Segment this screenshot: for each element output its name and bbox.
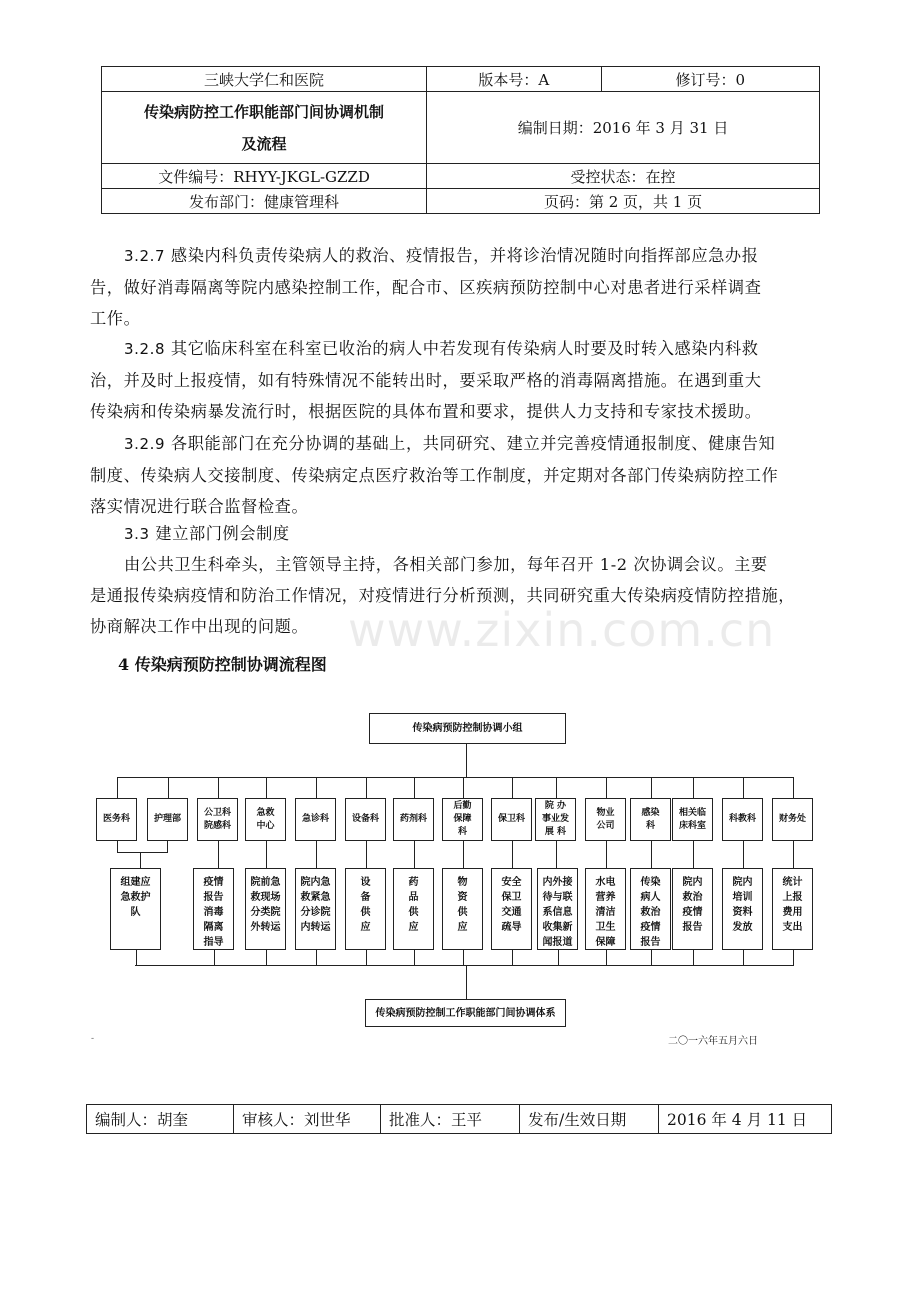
paragraph-line: 是通报传染病疫情和防治工作情况，对疫情进行分析预测，共同研究重大传染病疫情防控措施， [90, 586, 796, 605]
department-box: 护理部 [147, 798, 188, 841]
task-box: 水电 营养 清洁 卫生 保障 [585, 868, 626, 950]
control-status: 受控状态：在控 [427, 164, 820, 189]
connector-line [266, 950, 267, 966]
connector-line [168, 777, 169, 798]
connector-line [466, 965, 467, 999]
paragraph-line: 工作。 [90, 309, 141, 328]
connector-line [743, 950, 744, 966]
paragraph-line: 告，做好消毒隔离等院内感染控制工作，配合市、区疾病预防控制中心对患者进行采样调查 [90, 278, 762, 297]
paragraph-line: 落实情况进行联合监督检查。 [90, 497, 309, 516]
connector-line [316, 950, 317, 966]
department-box: 院 办 事业发 展 科 [535, 798, 576, 841]
section-number: 3.2.9 [124, 435, 166, 453]
connector-line [606, 950, 607, 966]
connector-line [743, 777, 744, 798]
connector-line [693, 777, 694, 798]
issuing-department: 发布部门：健康管理科 [102, 189, 427, 214]
section-4-heading: 4 传染病预防控制协调流程图 [118, 655, 327, 674]
compile-date: 编制日期：2016 年 3 月 31 日 [427, 92, 820, 164]
flowchart-top-box: 传染病预防控制协调小组 [369, 713, 566, 744]
connector-line [316, 777, 317, 798]
task-box: 院内急 救紧急 分诊院 内转运 [295, 868, 336, 950]
connector-line [414, 777, 415, 798]
connector-line [793, 841, 794, 868]
department-box: 设备科 [345, 798, 386, 841]
connector-line [218, 841, 219, 868]
department-box: 医务科 [96, 798, 137, 841]
task-box: 物 资 供 应 [442, 868, 483, 950]
connector-line [463, 841, 464, 868]
connector-line [266, 777, 267, 798]
section-number: 3.3 [124, 525, 150, 543]
reviewer-cell: 审核人：刘世华 [234, 1105, 381, 1134]
task-box: 安全 保卫 交通 疏导 [491, 868, 532, 950]
document-number: 文件编号：RHYY-JKGL-GZZD [102, 164, 427, 189]
paragraph-line: 各职能部门在充分协调的基础上，共同研究、建立并完善疫情通报制度、健康告知 [170, 434, 776, 453]
task-box: 内外接 待与联 系信息 收集新 闻报道 [537, 868, 578, 950]
hospital-name: 三峡大学仁和医院 [102, 67, 427, 92]
connector-line [466, 744, 467, 777]
connector-line [793, 777, 794, 798]
connector-line [218, 777, 219, 798]
connector-line [556, 777, 557, 798]
document-title-line2: 及流程 [241, 134, 287, 153]
department-box: 相关临 床科室 [672, 798, 713, 841]
connector-line [606, 841, 607, 868]
connector-line [463, 950, 464, 966]
document-title-line1: 传染病防控工作职能部门间协调机制 [144, 102, 385, 121]
paragraph-line: 感染内科负责传染病人的救治、疫情报告，并将诊治情况随时向指挥部应急办报 [170, 246, 759, 265]
connector-line [316, 841, 317, 868]
section-number: 3.2.8 [124, 340, 166, 358]
department-box: 财务处 [772, 798, 813, 841]
connector-line [117, 852, 168, 853]
section-number: 3.2.7 [124, 247, 166, 265]
connector-line [693, 841, 694, 868]
version-number: 版本号：A [427, 67, 602, 92]
paragraph-line: 制度、传染病人交接制度、传染病定点医疗救治等工作制度，并定期对各部门传染病防控工作 [90, 466, 779, 485]
task-box: 统计 上报 费用 支出 [772, 868, 813, 950]
approver-cell: 批准人：王平 [381, 1105, 520, 1134]
paragraph-3-2-7 [90, 240, 835, 334]
department-box: 物业 公司 [585, 798, 626, 841]
connector-line [512, 841, 513, 868]
revision-number: 修订号：0 [601, 67, 819, 92]
connector-line [512, 777, 513, 798]
connector-line [366, 777, 367, 798]
connector-line [266, 841, 267, 868]
paragraph-line: 其它临床科室在科室已收治的病人中若发现有传染病人时要及时转入感染内科救 [170, 339, 759, 358]
paragraph-3-2-9 [90, 428, 835, 522]
document-header-table [101, 66, 820, 214]
section-title: 建立部门例会制度 [155, 524, 290, 543]
connector-line [136, 950, 137, 966]
connector-line [743, 841, 744, 868]
connector-line [651, 777, 652, 798]
connector-line [414, 950, 415, 966]
department-box: 感染 科 [630, 798, 671, 841]
watermark: www.zixin.com.cn [348, 603, 776, 657]
publish-date-label: 发布/生效日期 [520, 1105, 659, 1134]
editor-cell: 编制人：胡奎 [87, 1105, 234, 1134]
connector-line [167, 841, 168, 852]
task-box: 药 品 供 应 [393, 868, 434, 950]
paragraph-3-3 [90, 518, 835, 550]
task-box: 传染 病人 救治 疫情 报告 [630, 868, 671, 950]
department-box: 后勤 保障 科 [442, 798, 483, 841]
paragraph-3-2-8 [90, 333, 835, 427]
department-box: 科教科 [722, 798, 763, 841]
connector-line [366, 950, 367, 966]
connector-line [512, 950, 513, 966]
connector-line [793, 950, 794, 966]
connector-line [606, 777, 607, 798]
task-box: 疫情 报告 消毒 隔离 指导 [193, 868, 234, 950]
connector-line [463, 777, 464, 798]
connector-line [651, 841, 652, 868]
task-box: 院内 救治 疫情 报告 [672, 868, 713, 950]
small-mark: - [91, 1034, 95, 1044]
connector-line [214, 950, 215, 966]
publish-date-value: 2016 年 4 月 11 日 [659, 1105, 832, 1134]
task-box: 设 备 供 应 [345, 868, 386, 950]
document-title [102, 92, 427, 164]
connector-line [693, 950, 694, 966]
flowchart-bottom-box: 传染病预防控制工作职能部门间协调体系 [365, 999, 566, 1027]
paragraph-line: 协商解决工作中出现的问题。 [90, 617, 309, 636]
connector-line [135, 965, 794, 966]
paragraph-line: 由公共卫生科牵头，主管领导主持，各相关部门参加，每年召开 1-2 次协调会议。主要 [124, 555, 768, 574]
page-info: 页码：第 2 页，共 1 页 [427, 189, 820, 214]
department-box: 保卫科 [491, 798, 532, 841]
connector-line [117, 841, 118, 852]
flowchart-date: 二〇一六年五月六日 [668, 1036, 758, 1047]
connector-line [117, 777, 118, 798]
task-box: 组建应 急救护 队 [110, 868, 161, 950]
task-box: 院前急 救现场 分类院 外转运 [245, 868, 286, 950]
department-box: 药剂科 [393, 798, 434, 841]
connector-line [140, 852, 141, 868]
task-box: 院内 培训 资料 发放 [722, 868, 763, 950]
connector-line [414, 841, 415, 868]
connector-line [651, 950, 652, 966]
department-box: 急诊科 [295, 798, 336, 841]
paragraph-line: 传染病和传染病暴发流行时，根据医院的具体布置和要求，提供人力支持和专家技术援助。 [90, 402, 762, 421]
connector-line [556, 841, 557, 868]
connector-line [366, 841, 367, 868]
department-box: 公卫科 院感科 [197, 798, 238, 841]
connector-line [558, 950, 559, 966]
paragraph-line: 治，并及时上报疫情，如有特殊情况不能转出时，要采取严格的消毒隔离措施。在遇到重大 [90, 371, 762, 390]
approval-footer-table [86, 1104, 832, 1134]
department-box: 急救 中心 [245, 798, 286, 841]
